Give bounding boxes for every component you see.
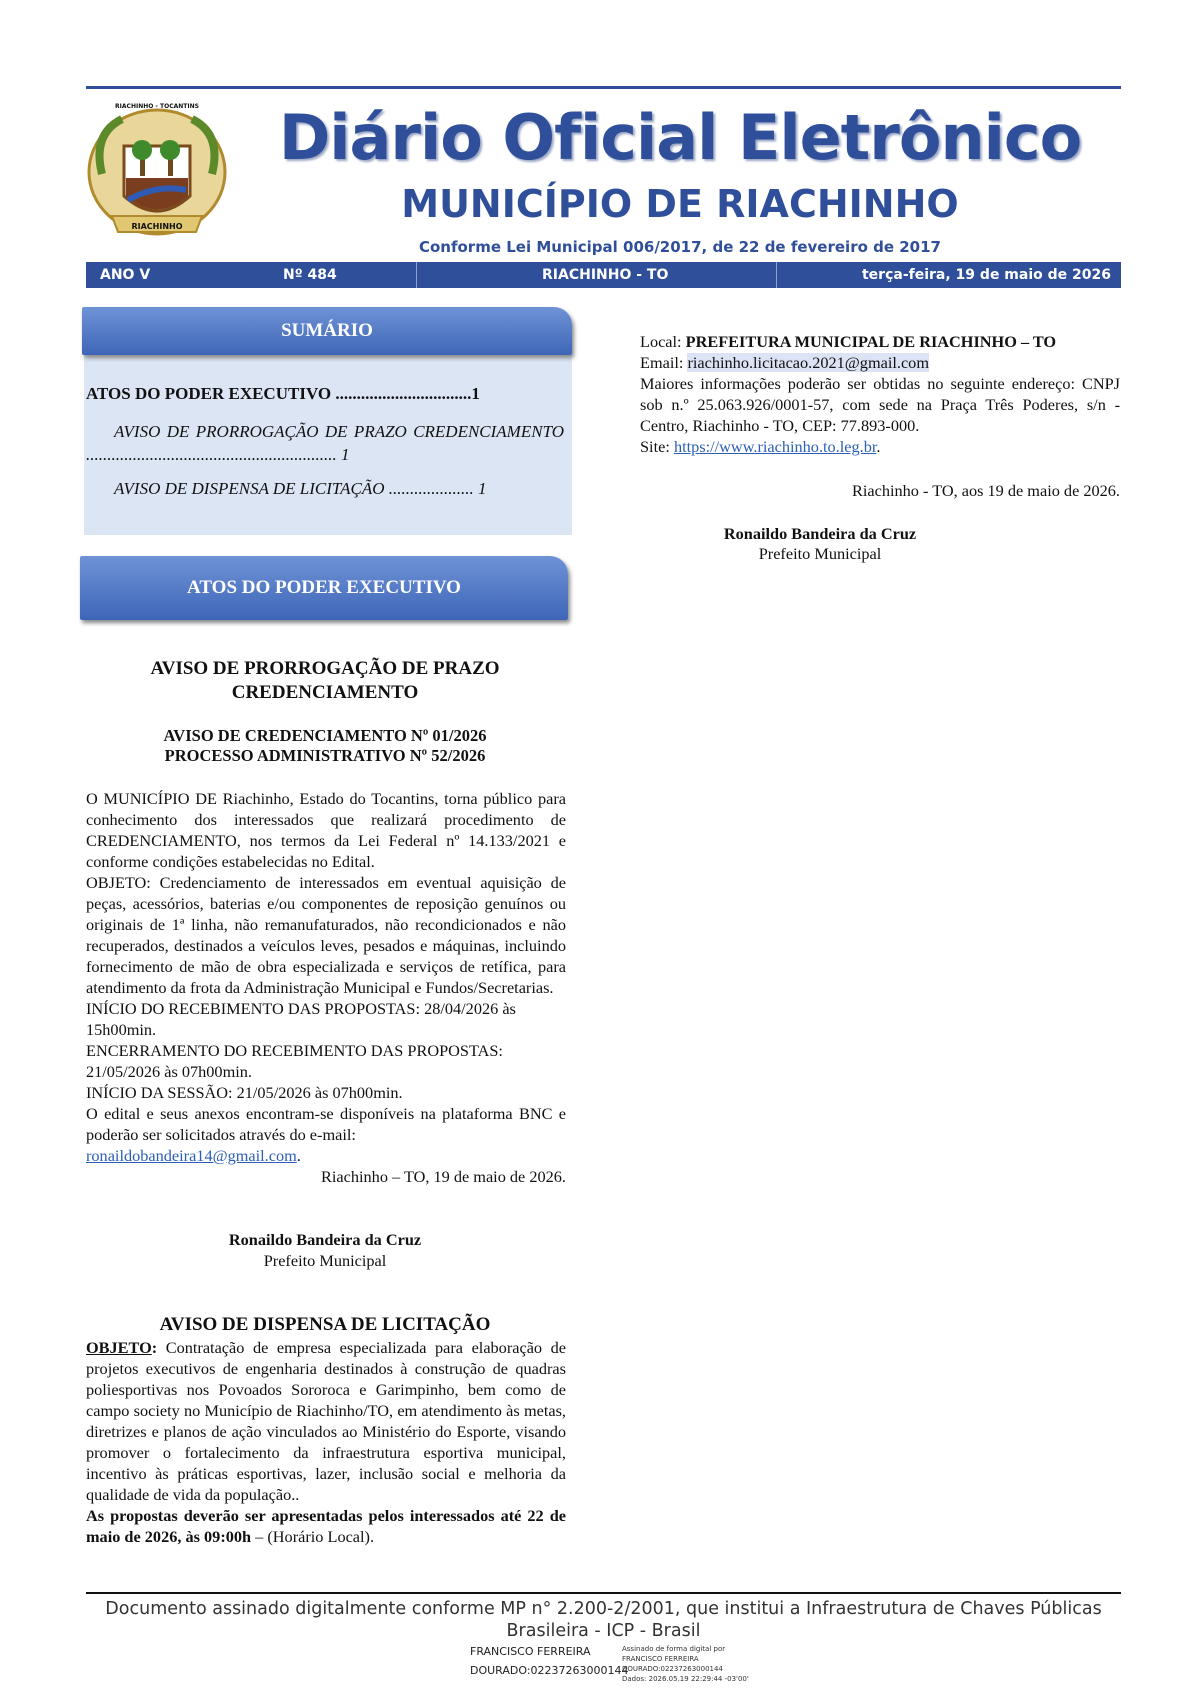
notice-1-signer: Ronaildo Bandeira da Cruz bbox=[228, 1230, 422, 1249]
footer-rule bbox=[86, 1592, 1121, 1594]
notice-2-info: Maiores informações poderão ser obtidas no seguinte endereço: CNPJ sob n.º 25.063.926/0001-57, com sede na Praça Três Poderes, s/n - Centro, Riachinho - TO, CEP: 77.893-000. bbox=[640, 374, 1120, 435]
notice-1-objeto: OBJETO: Credenciamento de interessados em eventual aquisição de peças, acessórios, baterias e/ou componentes de reposição genuínos ou originais de 1ª linha, não remanufaturados, não recondicionados e não recuperados, destinados a veículos leves, pesados e máquinas, incluindo fornecimento de mão de obra especializada e serviços de retífica, para atendimento da frota da Administração Municipal e Fundos/Secretarias. bbox=[86, 873, 566, 997]
signature-detail: FRANCISCO FERREIRA bbox=[622, 1655, 699, 1663]
digital-signature-details bbox=[622, 1644, 782, 1684]
notice-2-email[interactable]: riachinho.licitacao.2021@gmail.com bbox=[687, 353, 929, 372]
notice-1-email-link[interactable]: ronaildobandeira14@gmail.com bbox=[86, 1146, 297, 1165]
notice-1-email-line bbox=[86, 1145, 566, 1166]
crest-bottom-text: RIACHINHO bbox=[131, 222, 183, 231]
site-label: Site: bbox=[640, 437, 674, 456]
municipal-crest-logo bbox=[82, 104, 232, 244]
notice-2-place-date: Riachinho - TO, aos 19 de maio de 2026. bbox=[852, 481, 1120, 500]
punctuation: . bbox=[876, 437, 881, 456]
summary-item[interactable] bbox=[86, 478, 564, 499]
notice-1-title: AVISO DE PRORROGAÇÃO DE PRAZO CREDENCIAMENTO bbox=[150, 658, 500, 703]
signature-detail: Dados: 2026.05.19 22:29:44 -03'00' bbox=[622, 1675, 749, 1683]
notice-1-paragraph: O MUNICÍPIO DE Riachinho, Estado do Tocantins, torna público para conhecimento dos interessados que realizará procedimento de CREDENCIAMENTO, nos termos da Lei Federal nº 14.133/2021 e conforme condições estabelecidas no Edital. bbox=[86, 789, 566, 871]
edition-info-bar bbox=[86, 262, 1121, 288]
local-value: PREFEITURA MUNICIPAL DE RIACHINHO – TO bbox=[685, 332, 1057, 351]
header-top-rule bbox=[86, 86, 1121, 89]
notice-2-email-line bbox=[640, 352, 1120, 373]
notice-2-deadline bbox=[86, 1505, 566, 1547]
notice-2-signer-role: Prefeito Municipal bbox=[758, 544, 882, 563]
digital-signature-name: FRANCISCO FERREIRA DOURADO:02237263000144 bbox=[470, 1645, 629, 1677]
notice-2-site-line bbox=[640, 436, 1120, 457]
notice-2-objeto-label: OBJETO bbox=[86, 1338, 152, 1357]
notice-2-objeto bbox=[86, 1337, 566, 1505]
notice-1-place-date: Riachinho – TO, 19 de maio de 2026. bbox=[321, 1167, 566, 1186]
edition-number: Nº 484 bbox=[283, 267, 337, 283]
email-label: Email: bbox=[640, 353, 688, 372]
signature-detail: DOURADO:02237263000144 bbox=[622, 1665, 723, 1673]
section-heading-label: ATOS DO PODER EXECUTIVO bbox=[187, 577, 461, 598]
summary-item-page: 1 bbox=[478, 479, 487, 498]
law-reference: Conforme Lei Municipal 006/2017, de 22 de fevereiro de 2017 bbox=[418, 238, 941, 256]
summary-heading bbox=[82, 307, 572, 355]
notice-2-continuation bbox=[640, 331, 1120, 457]
summary-item[interactable] bbox=[86, 383, 564, 404]
notice-1-subtitle: AVISO DE CREDENCIAMENTO Nº 01/2026 bbox=[163, 726, 487, 745]
punctuation: : bbox=[151, 1338, 158, 1357]
notice-1-edital: O edital e seus anexos encontram-se disponíveis na plataforma BNC e poderão ser solicitados através do e-mail: bbox=[86, 1104, 566, 1144]
summary-item-label: AVISO DE PRORROGAÇÃO DE PRAZO CREDENCIAMENTO ........................................................... bbox=[86, 422, 564, 464]
notice-2-deadline-bold: As propostas deverão ser apresentadas pelos interessados até 22 de maio de 2026, às 09:00h bbox=[86, 1506, 566, 1546]
notice-2-local-line bbox=[640, 331, 1120, 352]
notice-2-body bbox=[86, 1337, 566, 1547]
footer-digital-signature-note: Documento assinado digitalmente conforme MP n° 2.200-2/2001, que institui a Infraestrutura de Chaves Públicas Brasileira - ICP - Brasil bbox=[105, 1599, 1102, 1641]
notice-2-title: AVISO DE DISPENSA DE LICITAÇÃO bbox=[159, 1314, 491, 1335]
summary-item-label: ATOS DO PODER EXECUTIVO ................................ bbox=[86, 384, 472, 403]
notice-2-signer: Ronaildo Bandeira da Cruz bbox=[723, 524, 917, 543]
signature-detail: Assinado de forma digital por bbox=[622, 1645, 726, 1653]
notice-2-deadline-rest: – (Horário Local). bbox=[251, 1527, 375, 1546]
summary-item-page: 1 bbox=[471, 384, 480, 403]
notice-1-signer-role: Prefeito Municipal bbox=[263, 1251, 387, 1270]
notice-2-objeto-text: Contratação de empresa especializada para elaboração de projetos executivos de engenharia destinados à construção de quadras poliesportivas nos Povoados Sororoca e Garimpinho, bem como de campo society no Município de Riachinho/TO, em atendimento às metas, diretrizes e planos de ação vinculados ao Ministério do Esporte, visando promover o fortalecimento da infraestrutura esportiva municipal, incentivo às práticas esportivas, lazer, inclusão social e melhoria da qualidade de vida da população.. bbox=[86, 1338, 566, 1504]
local-label: Local: bbox=[640, 332, 686, 351]
crest-top-text: RIACHINHO - TOCANTINS bbox=[115, 103, 199, 110]
notice-1-end: ENCERRAMENTO DO RECEBIMENTO DAS PROPOSTAS: 21/05/2026 às 07h00min. bbox=[86, 1041, 503, 1081]
notice-1-body bbox=[86, 788, 566, 1187]
info-divider bbox=[416, 262, 417, 288]
section-heading-executive bbox=[80, 556, 568, 620]
notice-1-session: INÍCIO DA SESSÃO: 21/05/2026 às 07h00min. bbox=[86, 1083, 403, 1102]
summary-item[interactable] bbox=[86, 420, 564, 466]
gazette-title: Diário Oficial Eletrônico bbox=[278, 101, 1082, 174]
notice-1-process: PROCESSO ADMINISTRATIVO Nº 52/2026 bbox=[164, 746, 486, 765]
municipality-name: MUNICÍPIO DE RIACHINHO bbox=[401, 182, 959, 226]
punctuation: . bbox=[296, 1146, 301, 1165]
summary-item-page: 1 bbox=[341, 445, 350, 464]
info-divider bbox=[776, 262, 777, 288]
notice-1-start: INÍCIO DO RECEBIMENTO DAS PROPOSTAS: 28/04/2026 às 15h00min. bbox=[86, 999, 516, 1039]
summary-item-label: AVISO DE DISPENSA DE LICITAÇÃO .................... bbox=[114, 479, 474, 498]
notice-2-site-link[interactable]: https://www.riachinho.to.leg.br bbox=[673, 437, 877, 456]
edition-date: terça-feira, 19 de maio de 2026 bbox=[861, 267, 1111, 283]
summary-heading-label: SUMÁRIO bbox=[281, 320, 373, 341]
edition-location: RIACHINHO - TO bbox=[542, 267, 669, 283]
edition-year: ANO V bbox=[100, 267, 151, 283]
